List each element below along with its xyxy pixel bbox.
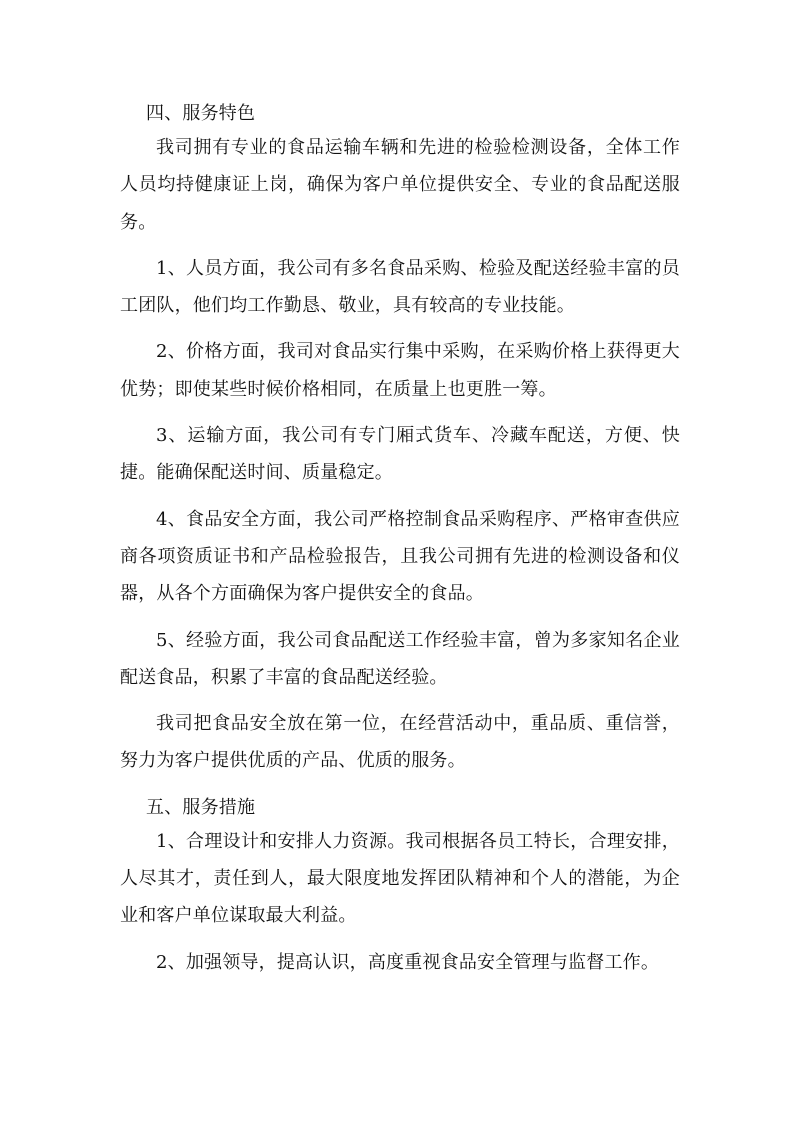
section-5-item-2: 2、加强领导，提高认识，高度重视食品安全管理与监督工作。 — [156, 951, 660, 973]
section-4-intro: 我司拥有专业的食品运输车辆和先进的检验检测设备，全体工作人员均持健康证上岗，确保为客户单位提供安全、专业的食品配送服务。 — [120, 137, 680, 233]
section-5-heading: 五、服务措施 — [146, 796, 256, 818]
section-5-item-1: 1、合理设计和安排人力资源。我司根据各员工特长，合理安排，人尽其才，责任到人，最大限度地发挥团队精神和个人的潜能，为企业和客户单位谋取最大利益。 — [120, 830, 680, 927]
section-4-item-5: 5、经验方面，我公司食品配送工作经验丰富，曾为多家知名企业配送食品，积累了丰富的食品配送经验。 — [120, 629, 680, 688]
section-4-item-4: 4、食品安全方面，我公司严格控制食品采购程序、严格审查供应商各项资质证书和产品检验报告，且我公司拥有先进的检测设备和仪器，从各个方面确保为客户提供安全的食品。 — [120, 508, 680, 605]
section-4-item-2: 2、价格方面，我司对食品实行集中采购，在采购价格上获得更大优势；即使某些时候价格相同，在质量上也更胜一筹。 — [120, 341, 680, 400]
section-4-heading: 四、服务特色 — [146, 103, 256, 124]
section-4-item-3: 3、运输方面，我公司有专门厢式货车、冷藏车配送，方便、快捷。能确保配送时间、质量稳定。 — [120, 425, 680, 484]
section-4-closing: 我司把食品安全放在第一位，在经营活动中，重品质、重信誉，努力为客户提供优质的产品、优质的服务。 — [120, 713, 680, 772]
section-4-item-1: 1、人员方面，我公司有多名食品采购、检验及配送经验丰富的员工团队，他们均工作勤恳、敬业，具有较高的专业技能。 — [120, 257, 680, 317]
document-body — [120, 95, 680, 981]
